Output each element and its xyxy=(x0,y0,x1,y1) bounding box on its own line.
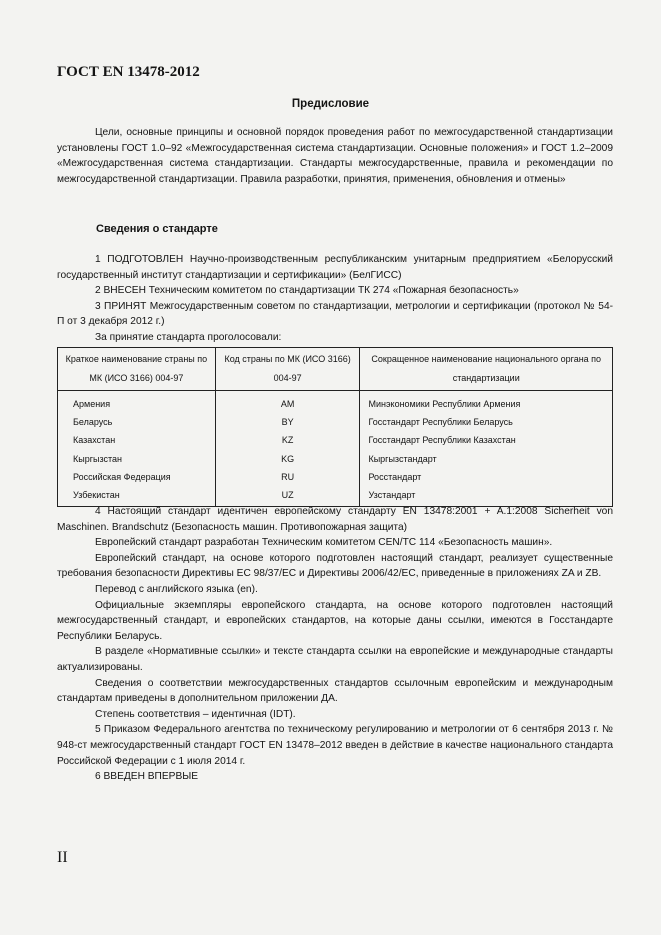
voting-countries-table xyxy=(57,347,613,507)
item-2-submitted: 2 ВНЕСЕН Техническим комитетом по стандартизации ТК 274 «Пожарная безопасность» xyxy=(95,285,519,297)
table-row xyxy=(58,431,613,449)
national-body-cell: Госстандарт Республики Казахстан xyxy=(360,431,613,449)
page-number: II xyxy=(57,849,68,866)
table-row xyxy=(58,450,613,468)
item-3-adopted: 3 ПРИНЯТ Межгосударственным советом по стандартизации, метрологии и сертификации (протокол № 54-П от 3 декабря 2012 г.) xyxy=(57,300,613,328)
preface-title: Предисловие xyxy=(291,98,370,110)
document-code-header: ГОСТ EN 13478-2012 xyxy=(57,64,200,80)
about-standard-title: Сведения о стандарте xyxy=(96,223,218,235)
table-row xyxy=(58,391,613,414)
country-cell: Беларусь xyxy=(58,413,216,431)
code-cell: BY xyxy=(215,413,360,431)
preface-section xyxy=(57,125,613,187)
table-header-row xyxy=(58,348,613,391)
national-body-cell: Кыргызстандарт xyxy=(360,450,613,468)
correspondence-paragraph: Сведения о соответствии межгосударственных стандартов ссылочным европейским и международным стандартам приведены в дополнительном приложении ДА. xyxy=(57,677,613,705)
item-6-first-introduced: 6 ВВЕДЕН ВПЕРВЫЕ xyxy=(95,771,199,783)
national-body-cell: Узстандарт xyxy=(360,486,613,507)
national-body-cell: Росстандарт xyxy=(360,468,613,486)
translation-paragraph: Перевод с английского языка (en). xyxy=(95,583,258,595)
european-implementation-paragraph: Европейский стандарт, на основе которого подготовлен настоящий стандарт, реализует существенные требования безопасности Директивы ЕС 98/37/ЕС и Директивы 2006/42/ЕС, приведенные в приложениях ZA и ZB. xyxy=(57,552,613,580)
item-4-identical: 4 Настоящий стандарт идентичен европейскому стандарту EN 13478:2001 + A.1:2008 Sicherheit von Maschinen. Brandschutz (Безопасность машин. Противопожарная защита) xyxy=(57,506,613,533)
table-row xyxy=(58,468,613,486)
country-cell: Российская Федерация xyxy=(58,468,216,486)
code-cell: KG xyxy=(215,450,360,468)
header-country-name: Краткое наименование страны по МК (ИСО 3166) 004-97 xyxy=(58,348,216,391)
header-national-body: Сокращенное наименование национального органа по стандартизации xyxy=(360,348,613,391)
code-cell: UZ xyxy=(215,486,360,507)
code-cell: AM xyxy=(215,391,360,414)
country-cell: Казахстан xyxy=(58,431,216,449)
preface-paragraph: Цели, основные принципы и основной порядок проведения работ по межгосударственной стандартизации установлены ГОСТ 1.0–92 «Межгосударственная система стандартизации. Основные положения» и ГОСТ 1.2–2009 «Межгосударственная система стандартизации. Стандарты межгосударственные, правила и рекомендации по межгосударственной стандартизации. Правила разработки, принятия, применения, обновления и отмены» xyxy=(57,127,613,185)
code-cell: KZ xyxy=(215,431,360,449)
code-cell: RU xyxy=(215,468,360,486)
normative-references-paragraph: В разделе «Нормативные ссылки» и тексте стандарта ссылки на европейские и международные стандарты актуализированы. xyxy=(57,646,613,673)
national-body-cell: Минэкономики Республики Армения xyxy=(360,391,613,414)
country-cell: Узбекистан xyxy=(58,486,216,507)
table-row xyxy=(58,413,613,431)
item-5-order: 5 Приказом Федерального агентства по техническому регулированию и метрологии от 6 сентября 2013 г. № 948-ст межгосударственный стандарт ГОСТ EN 13478–2012 введен в действие в качестве национального стандарта Российской Федерации с 1 июля 2014 г. xyxy=(57,724,613,767)
degree-of-correspondence: Степень соответствия – идентичная (IDT). xyxy=(95,708,296,720)
standard-details-section xyxy=(57,504,613,785)
item-1-prepared: 1 ПОДГОТОВЛЕН Научно-производственным республиканским унитарным предприятием «Белорусский государственный институт стандартизации и сертификации» (БелГИСС) xyxy=(57,254,613,281)
header-country-code: Код страны по МК (ИСО 3166) 004-97 xyxy=(215,348,360,391)
country-cell: Армения xyxy=(58,391,216,414)
voted-label: За принятие стандарта проголосовали: xyxy=(95,331,282,343)
country-cell: Кыргызстан xyxy=(58,450,216,468)
national-body-cell: Госстандарт Республики Беларусь xyxy=(360,413,613,431)
official-copies-paragraph: Официальные экземпляры европейского стандарта, на основе которого подготовлен настоящий межгосударственный стандарт, и европейских стандартов, на которые даны ссылки, имеются в Госстандарте Республики Беларусь. xyxy=(57,599,613,642)
about-standard-section xyxy=(57,252,613,346)
european-developer-paragraph: Европейский стандарт разработан Техническим комитетом CEN/TC 114 «Безопасность машин». xyxy=(95,537,553,549)
